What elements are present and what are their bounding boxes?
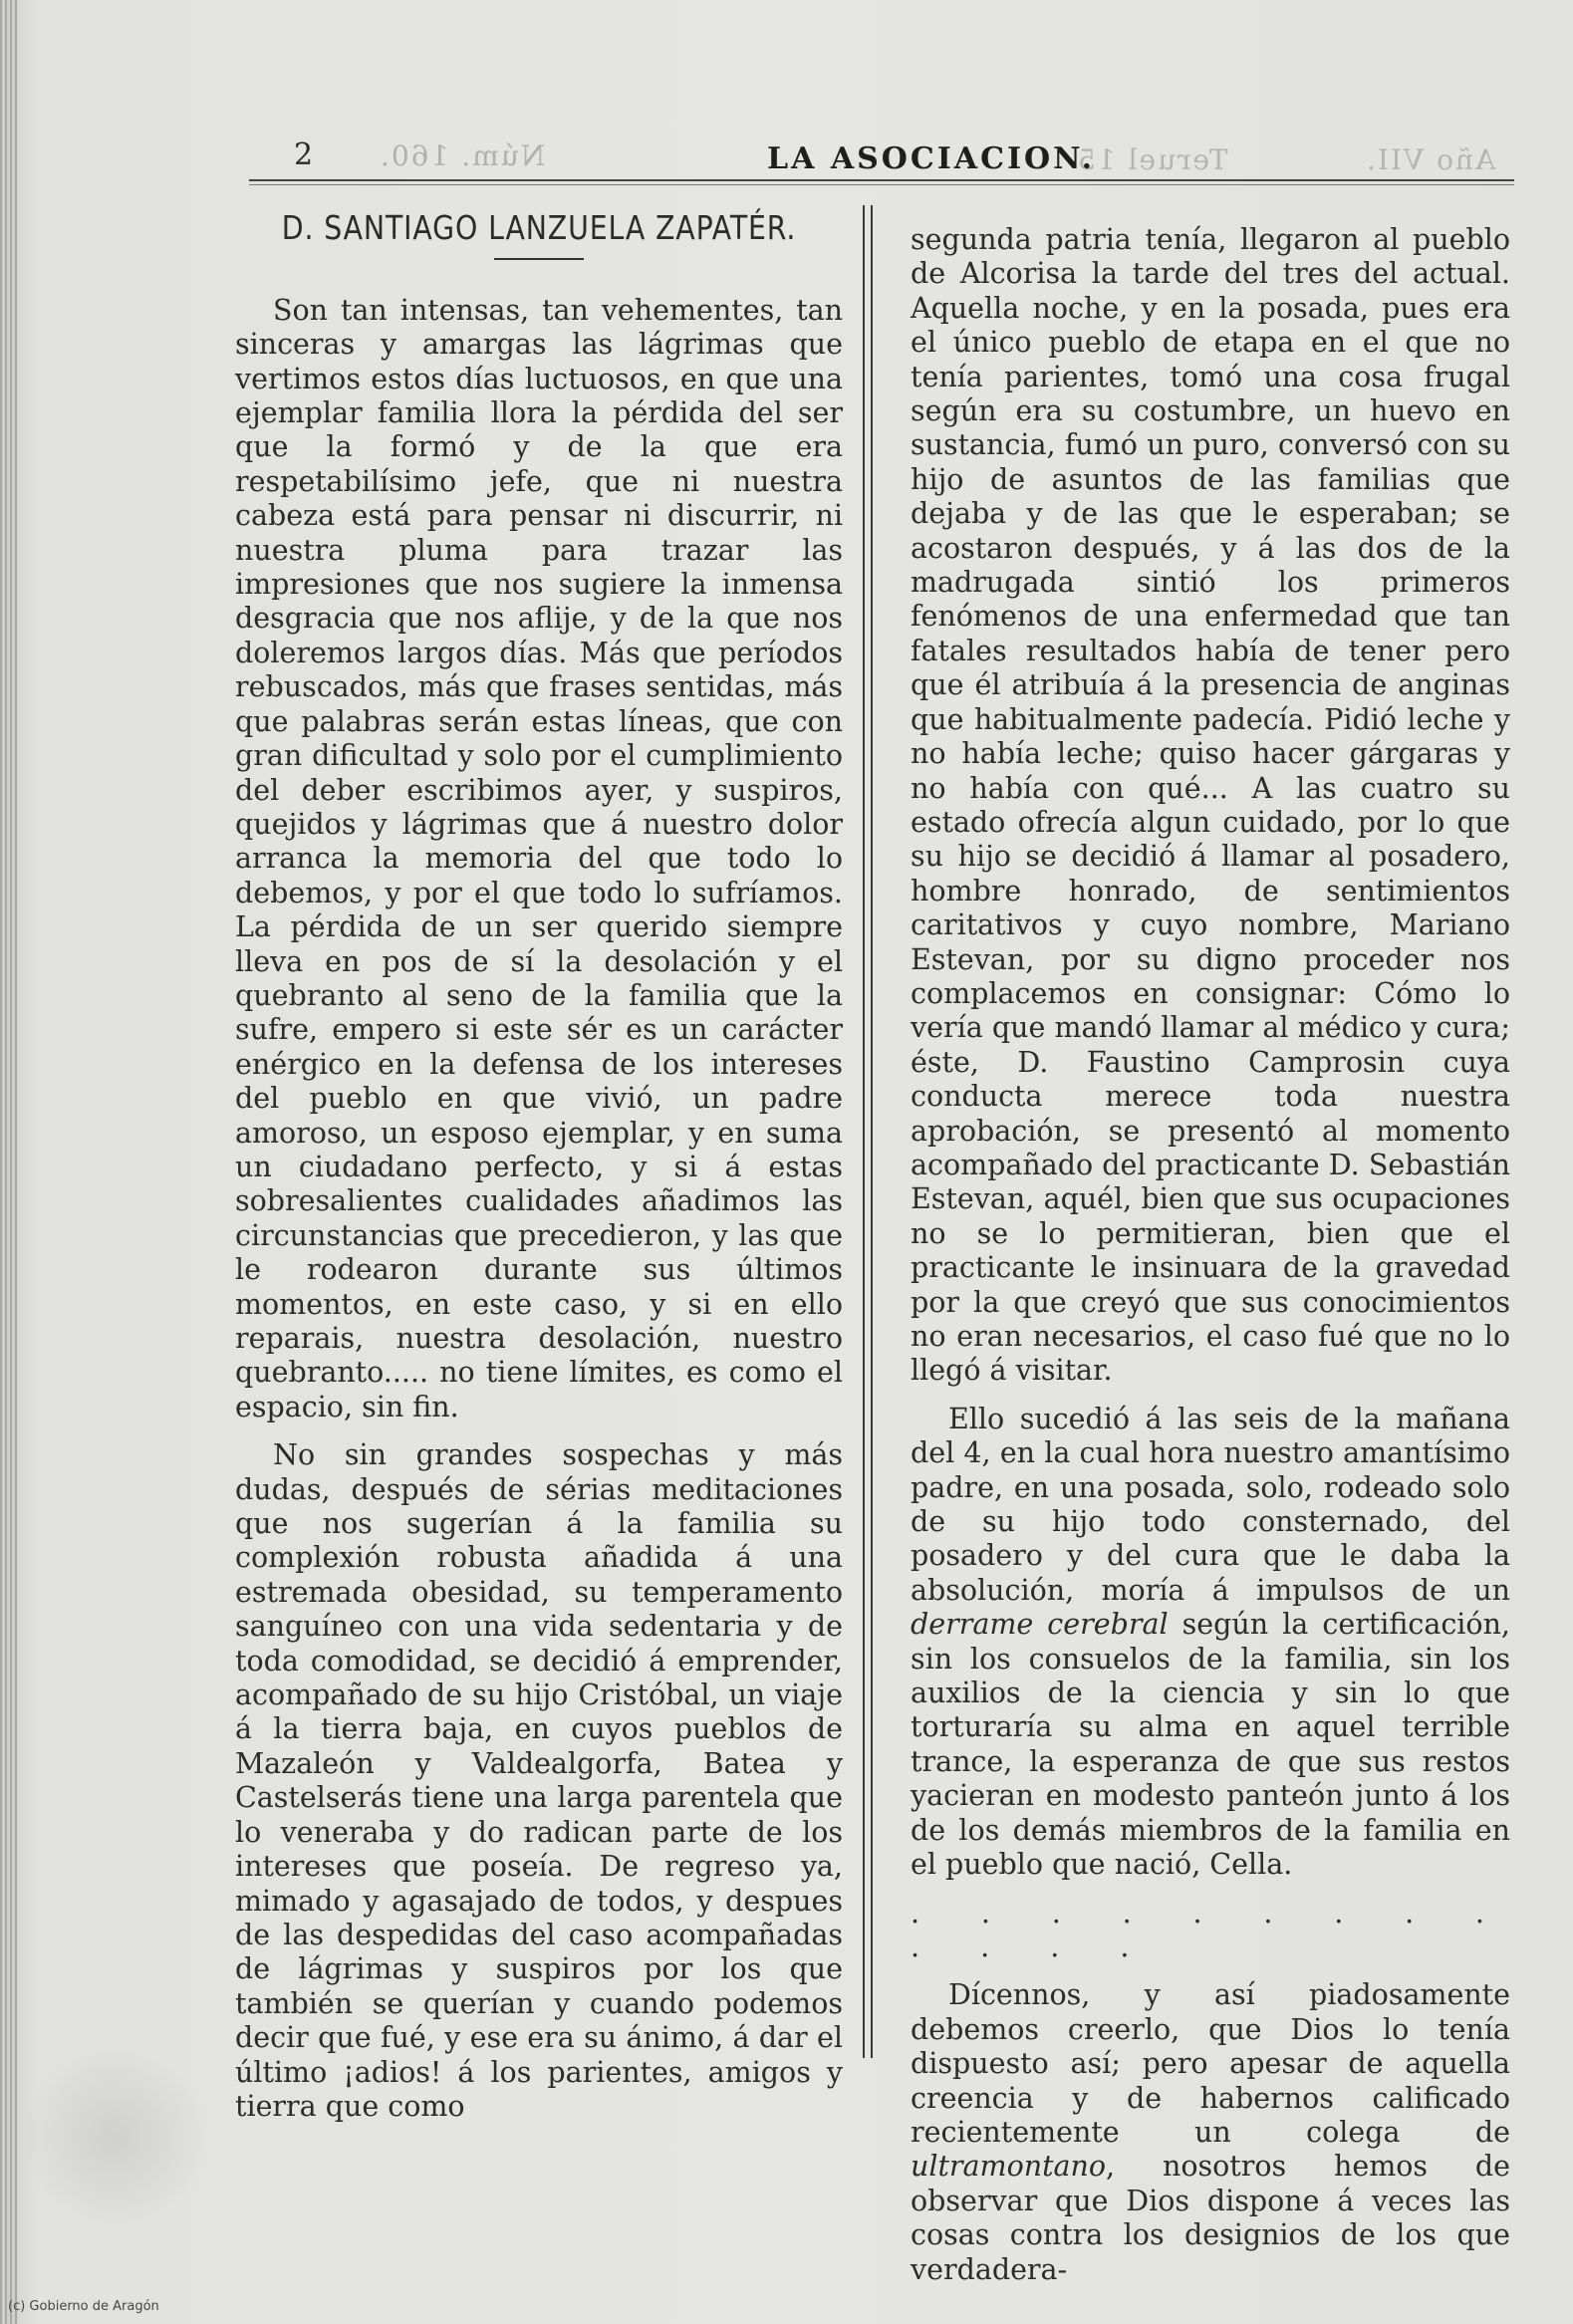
- bleed-through-text-right-2: Año VII.: [1365, 143, 1496, 176]
- right-paragraph-1: segunda patria tenía, llegaron al pueblo de Alcorisa la tarde del tres del actual. Aquella noche, y en la posada, pues era el único pueblo de etapa en el que no tenía parientes, tomó una cosa frugal según era su costumbre, un huevo en sustancia, fumó un puro, conversó con su hijo de asuntos de las familias que dejaba y de las que le esperaban; se acostaron después, y á las dos de la madrugada sintió los primeros fenómenos de una enfermedad que tan fatales resultados había de tener pero que él atribuía á la presencia de anginas que habitualmente padecía. Pidió leche y no había leche; quiso hacer gárgaras y no había con qué... A las cuatro su estado ofrecía algun cuidado, por lo que su hijo se decidió á llamar al posadero, hombre honrado, de sentimientos caritativos y cuyo nombre, Mariano Estevan, por su digno proceder nos complacemos en consignar: Cómo lo vería que mandó llamar al médico y cura; éste, D. Faustino Camprosin cuya conducta merece toda nuestra aprobación, se presentó al momento acompañado del practicante D. Sebastián Estevan, aquél, bien que sus ocupaciones no se lo permitieran, bien que el practicante le insinuara de la gravedad por la que creyó que sus conocimientos no eran necesarios, el caso fué que no lo llegó á visitar.: [911, 223, 1510, 1388]
- library-stamp: [20, 2042, 209, 2231]
- header-rule: [249, 179, 1514, 181]
- bleed-through-text-left: Núm. 160.: [379, 139, 546, 172]
- copyright-credit: (c) Gobierno de Aragón: [8, 2299, 159, 2314]
- left-paragraph-2: No sin grandes sospechas y más dudas, después de sérias meditaciones que nos sugerían á la familia su complexión robusta añadida á una estremada obesidad, su temperamento sanguíneo con una vida sedentaria y de toda comodidad, se decidió á emprender, acompañado de su hijo Cristóbal, un viaje á la tierra baja, en cuyos pueblos de Mazaleón y Valdealgorfa, Batea y Castelserás tiene una larga parentela que lo veneraba y do radican parte de los intereses que poseía. De regreso ya, mimado y agasajado de todos, y despues de las despedidas del caso acompañadas de lágrimas y suspiros por los que también se querían y cuando podemos decir que fué, y ese era su ánimo, á dar el último ¡adios! á los parientes, amigos y tierra que como: [235, 1438, 843, 2123]
- right-paragraph-2: Ello sucedió á las seis de la mañana del 4, en la cual hora nuestro amantísimo padre, en una posada, solo, rodeado solo de su hijo todo consternado, del posadero y del cura que le daba la absolución, moría á impulsos de un derrame cerebral según la certificación, sin los consuelos de la familia, sin los auxilios de la ciencia y sin lo que torturaría su alma en aquel terrible trance, la esperanza de que sus restos yacieran en modesto panteón junto á los de los demás miembros de la familia en el pueblo que nació, Cella.: [911, 1402, 1510, 1882]
- column-divider: [863, 205, 873, 2058]
- page-header: [249, 137, 1514, 181]
- right-column: [911, 223, 1510, 2287]
- article-title: D. SANTIAGO LANZUELA ZAPATÉR.: [281, 208, 797, 247]
- bleed-through-text-right: Teruel 15: [1076, 143, 1228, 176]
- header-rule-thin: [249, 184, 1514, 185]
- italic-phrase-ultramontano: ultramontano: [911, 2150, 1107, 2184]
- title-ornament: [235, 243, 843, 277]
- ellipsis-separator: . . . . . . . . . . . . .: [911, 1896, 1510, 1963]
- newspaper-title: LA ASOCIACION.: [767, 141, 1096, 176]
- page-number: 2: [294, 137, 314, 172]
- italic-phrase-derrame: derrame cerebral: [911, 1608, 1169, 1642]
- left-column: [235, 207, 843, 2124]
- left-paragraph-1: Son tan intensas, tan vehementes, tan sinceras y amargas las lágrimas que vertimos estos días luctuosos, en que una ejemplar familia llora la pérdida del ser que la formó y de la que era respetabilísimo jefe, que ni nuestra cabeza está para pensar ni discurrir, ni nuestra pluma para trazar las impresiones que nos sugiere la inmensa desgracia que nos aflije, y de la que nos doleremos largos días. Más que períodos rebuscados, más que frases sentidas, más que palabras serán estas líneas, que con gran dificultad y solo por el cumplimiento del deber escribimos ayer, y suspiros, quejidos y lágrimas que á nuestro dolor arranca la memoria del que todo lo debemos, y por el que todo lo sufríamos. La pérdida de un ser querido siempre lleva en pos de sí la desolación y el quebranto al seno de la familia que la sufre, empero si este sér es un carácter enérgico en la defensa de los intereses del pueblo en que vivió, un padre amoroso, un esposo ejemplar, y en suma un ciudadano perfecto, y si á estas sobresalientes cualidades añadimos las circunstancias que precedieron, y las que le rodearon durante sus últimos momentos, en este caso, y si en ello reparais, nuestra desolación, nuestro quebranto..... no tiene límites, es como el espacio, sin fin.: [235, 293, 843, 1423]
- right-paragraph-3: Dícennos, y así piadosamente debemos creerlo, que Dios lo tenía dispuesto así; pero apesar de aquella creencia y de habernos calificado recientemente un colega de ultramontano, nosotros hemos de observar que Dios dispone á veces las cosas contra los designios de los que verdadera-: [911, 1978, 1510, 2286]
- page-binding-edge: [0, 0, 18, 2324]
